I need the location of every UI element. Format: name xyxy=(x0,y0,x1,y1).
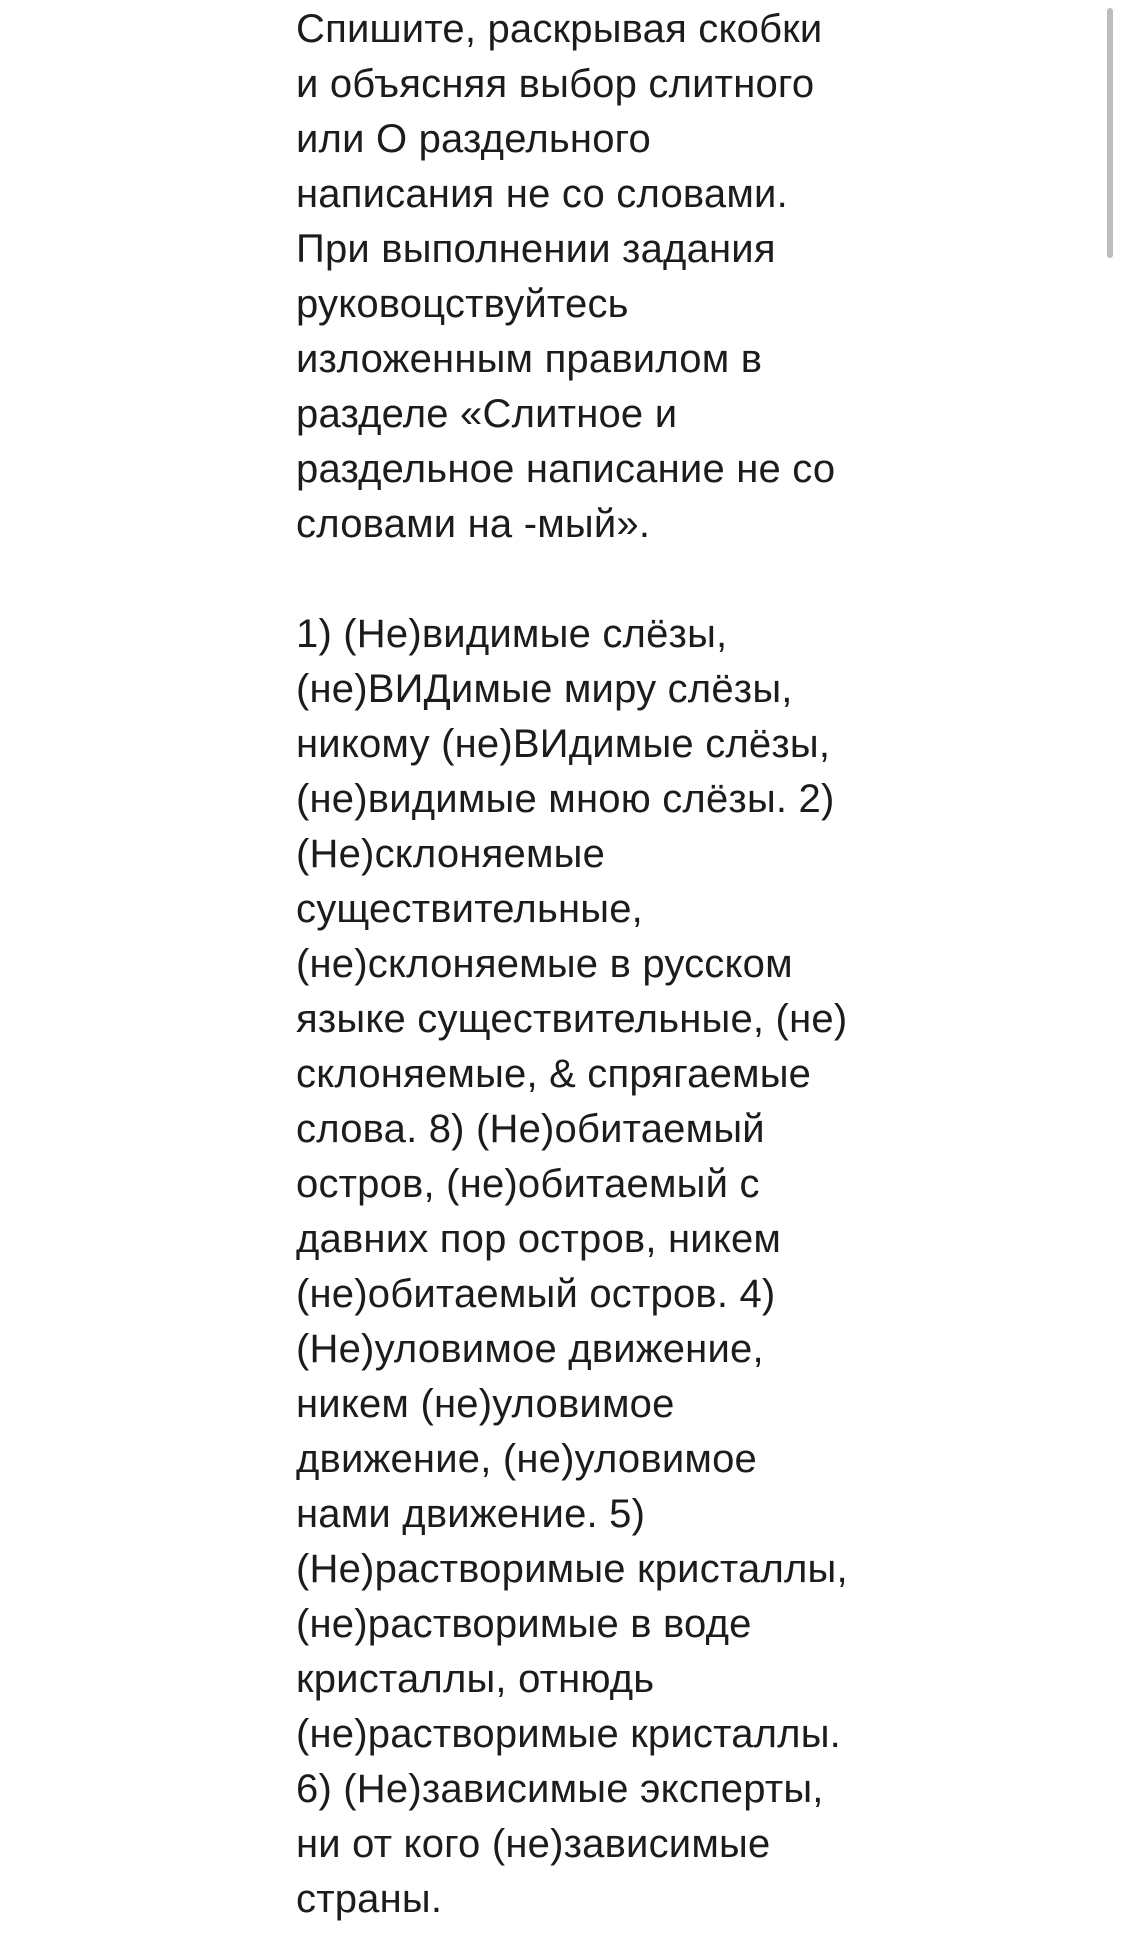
text-line: языке существительные, (не) xyxy=(296,997,848,1041)
text-line: и объясняя выбор слитного xyxy=(296,62,815,106)
scrollbar-thumb[interactable] xyxy=(1107,8,1113,258)
text-line: Спишите, раскрывая скобки xyxy=(296,7,823,51)
text-line: (Не)уловимое движение, xyxy=(296,1327,764,1371)
text-line: (не)растворимые кристаллы. xyxy=(296,1712,841,1756)
text-line: При выполнении задания xyxy=(296,227,776,271)
text-line: раздельное написание не со xyxy=(296,447,836,491)
text-line: существительные, xyxy=(296,887,643,931)
text-line: кристаллы, отнюдь xyxy=(296,1657,655,1701)
text-line: (не)видимые мною слёзы. 2) xyxy=(296,777,835,821)
text-line: (не)склоняемые в русском xyxy=(296,942,793,986)
text-line: склоняемые, & спрягаемые xyxy=(296,1052,812,1096)
text-line: никому (не)ВИдимые слёзы, xyxy=(296,722,831,766)
text-line: словами на -мый». xyxy=(296,502,651,546)
text-line: (не)растворимые в воде xyxy=(296,1602,752,1646)
text-line: (не)обитаемый остров. 4) xyxy=(296,1272,776,1316)
text-line: 6) (Не)зависимые эксперты, xyxy=(296,1767,824,1811)
text-line: изложенным правилом в xyxy=(296,337,763,381)
text-line: движение, (не)уловимое xyxy=(296,1437,757,1481)
exercise-paragraph xyxy=(296,607,896,1927)
text-line: нами движение. 5) xyxy=(296,1492,646,1536)
text-line: слова. 8) (Не)обитаемый xyxy=(296,1107,765,1151)
text-line: написания не со словами. xyxy=(296,172,788,216)
text-line: или О раздельного xyxy=(296,117,652,161)
text-line: страны. xyxy=(296,1877,443,1921)
paragraph-gap xyxy=(296,552,896,607)
text-line: давних пор остров, никем xyxy=(296,1217,782,1261)
text-line: разделе «Слитное и xyxy=(296,392,678,436)
assignment-text xyxy=(296,2,896,1927)
text-line: никем (не)уловимое xyxy=(296,1382,675,1426)
text-line: 1) (Не)видимые слёзы, xyxy=(296,612,728,656)
instructions-paragraph xyxy=(296,2,896,552)
vertical-scrollbar[interactable] xyxy=(1107,0,1113,1935)
text-line: (Не)склоняемые xyxy=(296,832,606,876)
text-line: остров, (не)обитаемый с xyxy=(296,1162,760,1206)
text-line: (Не)растворимые кристаллы, xyxy=(296,1547,848,1591)
text-line: ни от кого (не)зависимые xyxy=(296,1822,771,1866)
text-line: (не)ВИДимые миру слёзы, xyxy=(296,667,793,711)
text-line: руковоцствуйтесь xyxy=(296,282,629,326)
